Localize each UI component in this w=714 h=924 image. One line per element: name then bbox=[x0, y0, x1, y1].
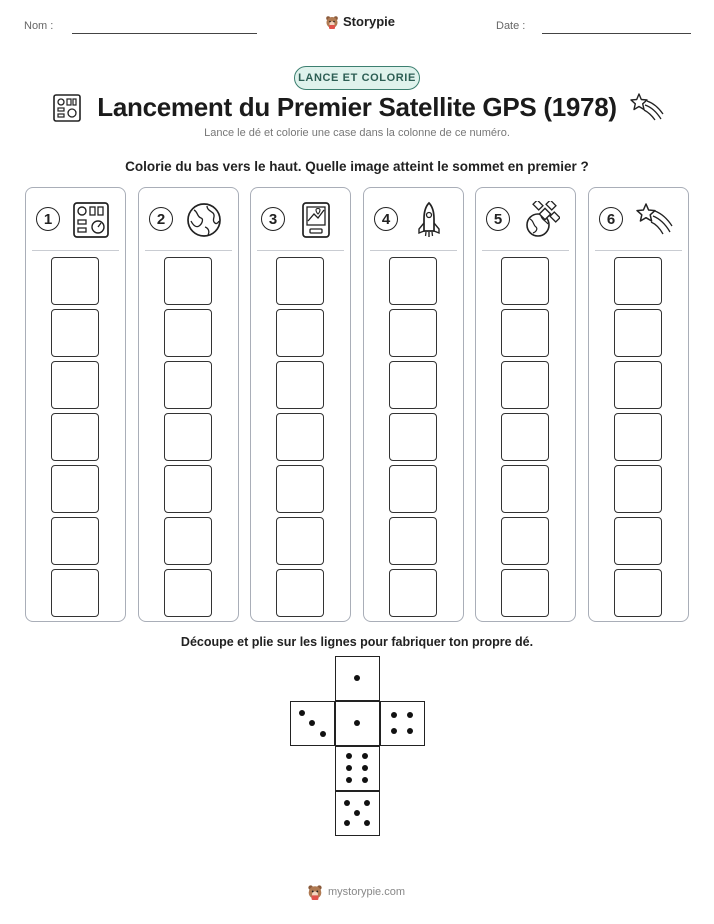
color-box bbox=[164, 517, 212, 565]
dice-pip bbox=[344, 800, 350, 806]
column-3 bbox=[250, 187, 351, 622]
brand-name: Storypie bbox=[343, 14, 396, 29]
column-2 bbox=[138, 187, 239, 622]
control-panel-title-icon bbox=[53, 94, 81, 122]
color-box bbox=[501, 413, 549, 461]
column-divider bbox=[370, 250, 457, 251]
earth-globe-icon bbox=[185, 201, 223, 239]
color-box bbox=[51, 257, 99, 305]
dice-pip bbox=[362, 777, 368, 783]
dice-face-4 bbox=[380, 701, 425, 746]
dice-pip bbox=[362, 753, 368, 759]
color-box bbox=[164, 361, 212, 409]
dice-pip bbox=[391, 728, 397, 734]
page-subtitle: Lance le dé et colorie une case dans la colonne de ce numéro. bbox=[204, 127, 510, 139]
color-box bbox=[614, 413, 662, 461]
satellite-icon bbox=[522, 201, 560, 239]
column-6 bbox=[588, 187, 689, 622]
footer-url: mystorypie.com bbox=[328, 886, 406, 898]
dice-pip bbox=[354, 720, 360, 726]
dice-pip bbox=[320, 731, 326, 737]
color-box bbox=[501, 517, 549, 565]
color-box bbox=[164, 413, 212, 461]
name-line bbox=[72, 33, 257, 34]
dice-pip bbox=[407, 712, 413, 718]
color-box bbox=[276, 569, 324, 617]
color-box bbox=[276, 413, 324, 461]
column-divider bbox=[145, 250, 232, 251]
color-box bbox=[614, 465, 662, 513]
color-box bbox=[51, 517, 99, 565]
color-box bbox=[164, 257, 212, 305]
column-divider bbox=[32, 250, 119, 251]
dice-pip bbox=[364, 800, 370, 806]
color-box bbox=[614, 361, 662, 409]
color-box bbox=[389, 517, 437, 565]
shooting-star-title-icon bbox=[630, 92, 664, 122]
color-box bbox=[164, 569, 212, 617]
color-box bbox=[276, 309, 324, 357]
dice-face-1 bbox=[335, 656, 380, 701]
color-box bbox=[614, 257, 662, 305]
column-number: 5 bbox=[486, 207, 510, 231]
color-box bbox=[389, 309, 437, 357]
color-box bbox=[276, 465, 324, 513]
footer bbox=[307, 884, 405, 900]
column-number: 6 bbox=[599, 207, 623, 231]
color-box bbox=[276, 361, 324, 409]
column-divider bbox=[257, 250, 344, 251]
color-box bbox=[389, 413, 437, 461]
color-box bbox=[51, 465, 99, 513]
dice-pip bbox=[299, 710, 305, 716]
control-panel-icon bbox=[72, 201, 110, 239]
dice-pip bbox=[346, 777, 352, 783]
brand-logo bbox=[325, 14, 395, 29]
color-box bbox=[614, 517, 662, 565]
dice-pip bbox=[354, 675, 360, 681]
dice-pip bbox=[354, 810, 360, 816]
coloring-instruction: Colorie du bas vers le haut. Quelle image atteint le sommet en premier ? bbox=[125, 159, 589, 174]
cut-instruction: Découpe et plie sur les lignes pour fabriquer ton propre dé. bbox=[180, 635, 534, 649]
dice-pip bbox=[407, 728, 413, 734]
column-number: 3 bbox=[261, 207, 285, 231]
color-box bbox=[164, 465, 212, 513]
dice-face-1 bbox=[335, 701, 380, 746]
page-title: Lancement du Premier Satellite GPS (1978) bbox=[97, 92, 617, 122]
color-box bbox=[501, 361, 549, 409]
color-box bbox=[501, 569, 549, 617]
color-box bbox=[276, 257, 324, 305]
date-label: Date : bbox=[496, 20, 526, 32]
column-divider bbox=[595, 250, 682, 251]
color-box bbox=[51, 413, 99, 461]
color-box bbox=[501, 465, 549, 513]
dice-pip bbox=[344, 820, 350, 826]
color-box bbox=[164, 309, 212, 357]
color-box bbox=[501, 257, 549, 305]
color-box bbox=[389, 569, 437, 617]
color-box bbox=[51, 309, 99, 357]
color-box bbox=[51, 361, 99, 409]
column-number: 1 bbox=[36, 207, 60, 231]
color-box bbox=[51, 569, 99, 617]
dice-pip bbox=[346, 765, 352, 771]
color-box bbox=[276, 517, 324, 565]
dice-pip bbox=[309, 720, 315, 726]
column-number: 2 bbox=[149, 207, 173, 231]
column-1 bbox=[25, 187, 126, 622]
date-line bbox=[542, 33, 691, 34]
dice-face-3 bbox=[290, 701, 335, 746]
color-box bbox=[501, 309, 549, 357]
column-divider bbox=[482, 250, 569, 251]
color-box bbox=[389, 257, 437, 305]
dice-face-6 bbox=[335, 746, 380, 791]
rocket-icon bbox=[410, 201, 448, 239]
dice-face-5 bbox=[335, 791, 380, 836]
column-5 bbox=[475, 187, 576, 622]
shooting-star-icon bbox=[635, 201, 673, 239]
color-box bbox=[389, 465, 437, 513]
color-box bbox=[614, 569, 662, 617]
column-4 bbox=[363, 187, 464, 622]
bear-logo-icon bbox=[307, 884, 323, 900]
dice-pip bbox=[346, 753, 352, 759]
gps-device-icon bbox=[297, 201, 335, 239]
column-number: 4 bbox=[374, 207, 398, 231]
dice-pip bbox=[391, 712, 397, 718]
dice-pip bbox=[364, 820, 370, 826]
color-box bbox=[389, 361, 437, 409]
activity-badge: LANCE ET COLORIE bbox=[294, 66, 420, 90]
name-label: Nom : bbox=[24, 20, 54, 32]
bear-logo-icon bbox=[325, 15, 339, 29]
dice-pip bbox=[362, 765, 368, 771]
color-box bbox=[614, 309, 662, 357]
